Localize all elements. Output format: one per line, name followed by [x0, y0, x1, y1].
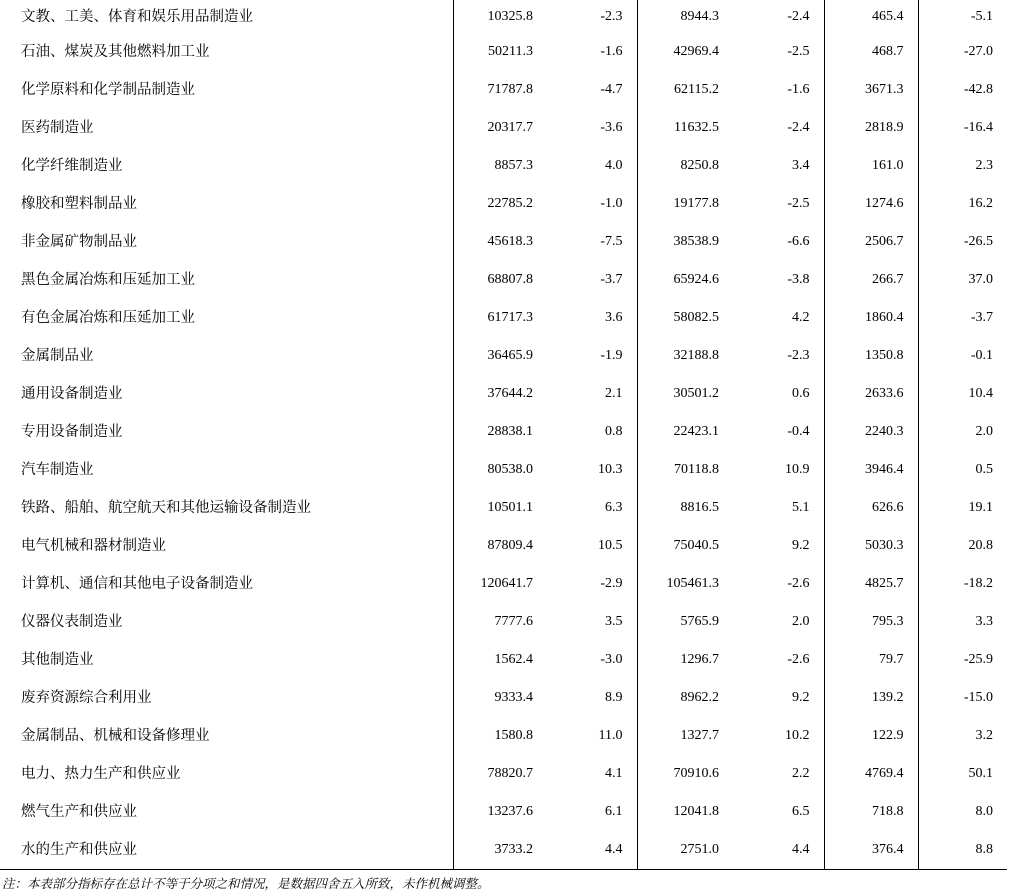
- table-row: [0, 565, 1007, 603]
- industry-name-cell: 电力、热力生产和供应业: [21, 766, 181, 782]
- value-cell: 30501.2: [637, 375, 733, 413]
- value-cell: -3.7: [918, 299, 1007, 337]
- value-cell: 8.8: [918, 831, 1007, 870]
- value-cell: 9333.4: [453, 679, 547, 717]
- table-row: [0, 793, 1007, 831]
- value-cell: 6.3: [605, 500, 623, 515]
- value-cell: -0.4: [787, 424, 810, 439]
- value-cell: 16.2: [918, 185, 1007, 223]
- value-cell: 36465.9: [453, 337, 547, 375]
- table-row: [0, 375, 1007, 413]
- value-cell: 10.4: [918, 375, 1007, 413]
- value-cell: 1562.4: [453, 641, 547, 679]
- value-cell: 61717.3: [453, 299, 547, 337]
- industry-name-cell: 金属制品业: [21, 348, 94, 364]
- value-cell: 8250.8: [637, 147, 733, 185]
- value-cell: 2.2: [792, 766, 810, 781]
- value-cell: 1350.8: [824, 337, 918, 375]
- value-cell: 10325.8: [453, 0, 547, 33]
- table-row: [0, 831, 1007, 870]
- value-cell: 1580.8: [453, 717, 547, 755]
- value-cell: 20.8: [918, 527, 1007, 565]
- value-cell: -2.9: [600, 576, 623, 591]
- value-cell: 2.0: [918, 413, 1007, 451]
- value-cell: 4.0: [605, 158, 623, 173]
- industry-name-cell: 石油、煤炭及其他燃料加工业: [21, 44, 210, 60]
- value-cell: 78820.7: [453, 755, 547, 793]
- value-cell: 161.0: [824, 147, 918, 185]
- value-cell: 3.3: [918, 603, 1007, 641]
- value-cell: -1.6: [600, 44, 623, 59]
- table-row: [0, 679, 1007, 717]
- value-cell: 105461.3: [637, 565, 733, 603]
- value-cell: 20317.7: [453, 109, 547, 147]
- value-cell: 468.7: [824, 33, 918, 71]
- table-row: [0, 147, 1007, 185]
- table-row: [0, 755, 1007, 793]
- value-cell: 8962.2: [637, 679, 733, 717]
- value-cell: -2.6: [787, 576, 810, 591]
- value-cell: 58082.5: [637, 299, 733, 337]
- value-cell: 13237.6: [453, 793, 547, 831]
- value-cell: 75040.5: [637, 527, 733, 565]
- value-cell: -3.6: [600, 120, 623, 135]
- value-cell: 2751.0: [637, 831, 733, 870]
- value-cell: 0.6: [792, 386, 810, 401]
- value-cell: 120641.7: [453, 565, 547, 603]
- value-cell: 71787.8: [453, 71, 547, 109]
- value-cell: 37.0: [918, 261, 1007, 299]
- value-cell: 19.1: [918, 489, 1007, 527]
- value-cell: -2.4: [787, 8, 810, 24]
- value-cell: 70118.8: [637, 451, 733, 489]
- value-cell: 10.9: [785, 462, 810, 477]
- value-cell: 5.1: [792, 500, 810, 515]
- value-cell: -2.4: [787, 120, 810, 135]
- table-row: [0, 223, 1007, 261]
- value-cell: 0.5: [918, 451, 1007, 489]
- value-cell: 37644.2: [453, 375, 547, 413]
- value-cell: -3.0: [600, 652, 623, 667]
- value-cell: 11.0: [598, 728, 623, 743]
- table-footnote: 注：本表部分指标存在总计不等于分项之和情况，是数据四舍五入所致，未作机械调整。: [2, 876, 490, 891]
- table-row: [0, 717, 1007, 755]
- industry-name-cell: 通用设备制造业: [21, 386, 123, 402]
- value-cell: 9.2: [792, 690, 810, 705]
- table-row: [0, 71, 1007, 109]
- value-cell: 3.6: [605, 310, 623, 325]
- table-row: [0, 451, 1007, 489]
- value-cell: 38538.9: [637, 223, 733, 261]
- industry-name-cell: 非金属矿物制品业: [21, 234, 137, 250]
- industry-name-cell: 黑色金属冶炼和压延加工业: [21, 272, 195, 288]
- value-cell: -2.3: [600, 8, 623, 24]
- value-cell: 1296.7: [637, 641, 733, 679]
- industry-name-cell: 有色金属冶炼和压延加工业: [21, 310, 195, 326]
- value-cell: 139.2: [824, 679, 918, 717]
- value-cell: 266.7: [824, 261, 918, 299]
- table-row: [0, 261, 1007, 299]
- value-cell: 2506.7: [824, 223, 918, 261]
- value-cell: 8.0: [918, 793, 1007, 831]
- value-cell: 2.3: [918, 147, 1007, 185]
- value-cell: 6.5: [792, 804, 810, 819]
- table-row: [0, 603, 1007, 641]
- value-cell: 80538.0: [453, 451, 547, 489]
- value-cell: 4.4: [547, 831, 637, 870]
- value-cell: 8944.3: [637, 0, 733, 33]
- value-cell: 68807.8: [453, 261, 547, 299]
- value-cell: -18.2: [918, 565, 1007, 603]
- value-cell: 4825.7: [824, 565, 918, 603]
- value-cell: 795.3: [824, 603, 918, 641]
- value-cell: -26.5: [918, 223, 1007, 261]
- value-cell: 62115.2: [637, 71, 733, 109]
- value-cell: 626.6: [824, 489, 918, 527]
- value-cell: -15.0: [918, 679, 1007, 717]
- value-cell: 50211.3: [453, 33, 547, 71]
- table-row: [0, 527, 1007, 565]
- value-cell: 4.2: [792, 310, 810, 325]
- value-cell: -25.9: [918, 641, 1007, 679]
- value-cell: 50.1: [918, 755, 1007, 793]
- value-cell: 4.1: [605, 766, 623, 781]
- industry-name-cell: 文教、工美、体育和娱乐用品制造业: [21, 8, 253, 25]
- value-cell: 3946.4: [824, 451, 918, 489]
- value-cell: 2.0: [792, 614, 810, 629]
- industry-name-cell: 医药制造业: [21, 120, 94, 136]
- value-cell: -1.9: [600, 348, 623, 363]
- value-cell: 1860.4: [824, 299, 918, 337]
- value-cell: -1.6: [787, 82, 810, 97]
- value-cell: -6.6: [787, 234, 810, 249]
- value-cell: 10.5: [598, 538, 623, 553]
- table-row: [0, 33, 1007, 71]
- value-cell: 376.4: [824, 831, 918, 870]
- value-cell: -27.0: [918, 33, 1007, 71]
- industry-name-cell: 废弃资源综合利用业: [21, 690, 152, 706]
- value-cell: 718.8: [824, 793, 918, 831]
- value-cell: 3.5: [605, 614, 623, 629]
- value-cell: 10.3: [598, 462, 623, 477]
- value-cell: -2.6: [787, 652, 810, 667]
- value-cell: 79.7: [824, 641, 918, 679]
- value-cell: 3.4: [792, 158, 810, 173]
- value-cell: -2.5: [787, 196, 810, 211]
- value-cell: 19177.8: [637, 185, 733, 223]
- table-row: [0, 299, 1007, 337]
- value-cell: 87809.4: [453, 527, 547, 565]
- value-cell: 9.2: [792, 538, 810, 553]
- value-cell: 7777.6: [453, 603, 547, 641]
- value-cell: 32188.8: [637, 337, 733, 375]
- value-cell: 45618.3: [453, 223, 547, 261]
- industry-name-cell: 电气机械和器材制造业: [21, 538, 166, 554]
- value-cell: 122.9: [824, 717, 918, 755]
- industry-name-cell: 铁路、船舶、航空航天和其他运输设备制造业: [21, 500, 311, 516]
- table-row: [0, 489, 1007, 527]
- value-cell: 5030.3: [824, 527, 918, 565]
- industry-name-cell: 水的生产和供应业: [0, 831, 453, 870]
- value-cell: -2.3: [787, 348, 810, 363]
- value-cell: 28838.1: [453, 413, 547, 451]
- value-cell: -5.1: [918, 0, 1007, 33]
- value-cell: 3.2: [918, 717, 1007, 755]
- table-row: [0, 109, 1007, 147]
- value-cell: 2818.9: [824, 109, 918, 147]
- value-cell: -42.8: [918, 71, 1007, 109]
- value-cell: 10.2: [785, 728, 810, 743]
- value-cell: 5765.9: [637, 603, 733, 641]
- value-cell: -3.8: [787, 272, 810, 287]
- industry-name-cell: 其他制造业: [21, 652, 94, 668]
- value-cell: 465.4: [824, 0, 918, 33]
- industry-name-cell: 汽车制造业: [21, 462, 94, 478]
- value-cell: 8.9: [605, 690, 623, 705]
- value-cell: 1327.7: [637, 717, 733, 755]
- value-cell: -1.0: [600, 196, 623, 211]
- value-cell: 0.8: [605, 424, 623, 439]
- value-cell: -2.5: [787, 44, 810, 59]
- table-row: [0, 185, 1007, 223]
- value-cell: 1274.6: [824, 185, 918, 223]
- table-row: [0, 0, 1007, 33]
- value-cell: 4.4: [733, 831, 824, 870]
- value-cell: -16.4: [918, 109, 1007, 147]
- value-cell: 2.1: [605, 386, 623, 401]
- industry-name-cell: 金属制品、机械和设备修理业: [21, 728, 210, 744]
- value-cell: 4769.4: [824, 755, 918, 793]
- value-cell: -7.5: [600, 234, 623, 249]
- industry-name-cell: 化学原料和化学制品制造业: [21, 82, 195, 98]
- table-row: [0, 413, 1007, 451]
- industry-name-cell: 仪器仪表制造业: [21, 614, 123, 630]
- industry-name-cell: 燃气生产和供应业: [21, 804, 137, 820]
- value-cell: 3733.2: [453, 831, 547, 870]
- industry-name-cell: 化学纤维制造业: [21, 158, 123, 174]
- industry-name-cell: 专用设备制造业: [21, 424, 123, 440]
- value-cell: 65924.6: [637, 261, 733, 299]
- value-cell: 22423.1: [637, 413, 733, 451]
- value-cell: 8816.5: [637, 489, 733, 527]
- value-cell: -3.7: [600, 272, 623, 287]
- value-cell: 2240.3: [824, 413, 918, 451]
- value-cell: -0.1: [918, 337, 1007, 375]
- value-cell: 6.1: [605, 804, 623, 819]
- value-cell: -4.7: [600, 82, 623, 97]
- industry-name-cell: 橡胶和塑料制品业: [21, 196, 137, 212]
- value-cell: 8857.3: [453, 147, 547, 185]
- value-cell: 10501.1: [453, 489, 547, 527]
- value-cell: 70910.6: [637, 755, 733, 793]
- value-cell: 2633.6: [824, 375, 918, 413]
- value-cell: 3671.3: [824, 71, 918, 109]
- table-row: [0, 337, 1007, 375]
- value-cell: 11632.5: [637, 109, 733, 147]
- value-cell: 12041.8: [637, 793, 733, 831]
- table-row: [0, 641, 1007, 679]
- value-cell: 22785.2: [453, 185, 547, 223]
- industry-name-cell: 计算机、通信和其他电子设备制造业: [21, 576, 253, 592]
- value-cell: 42969.4: [637, 33, 733, 71]
